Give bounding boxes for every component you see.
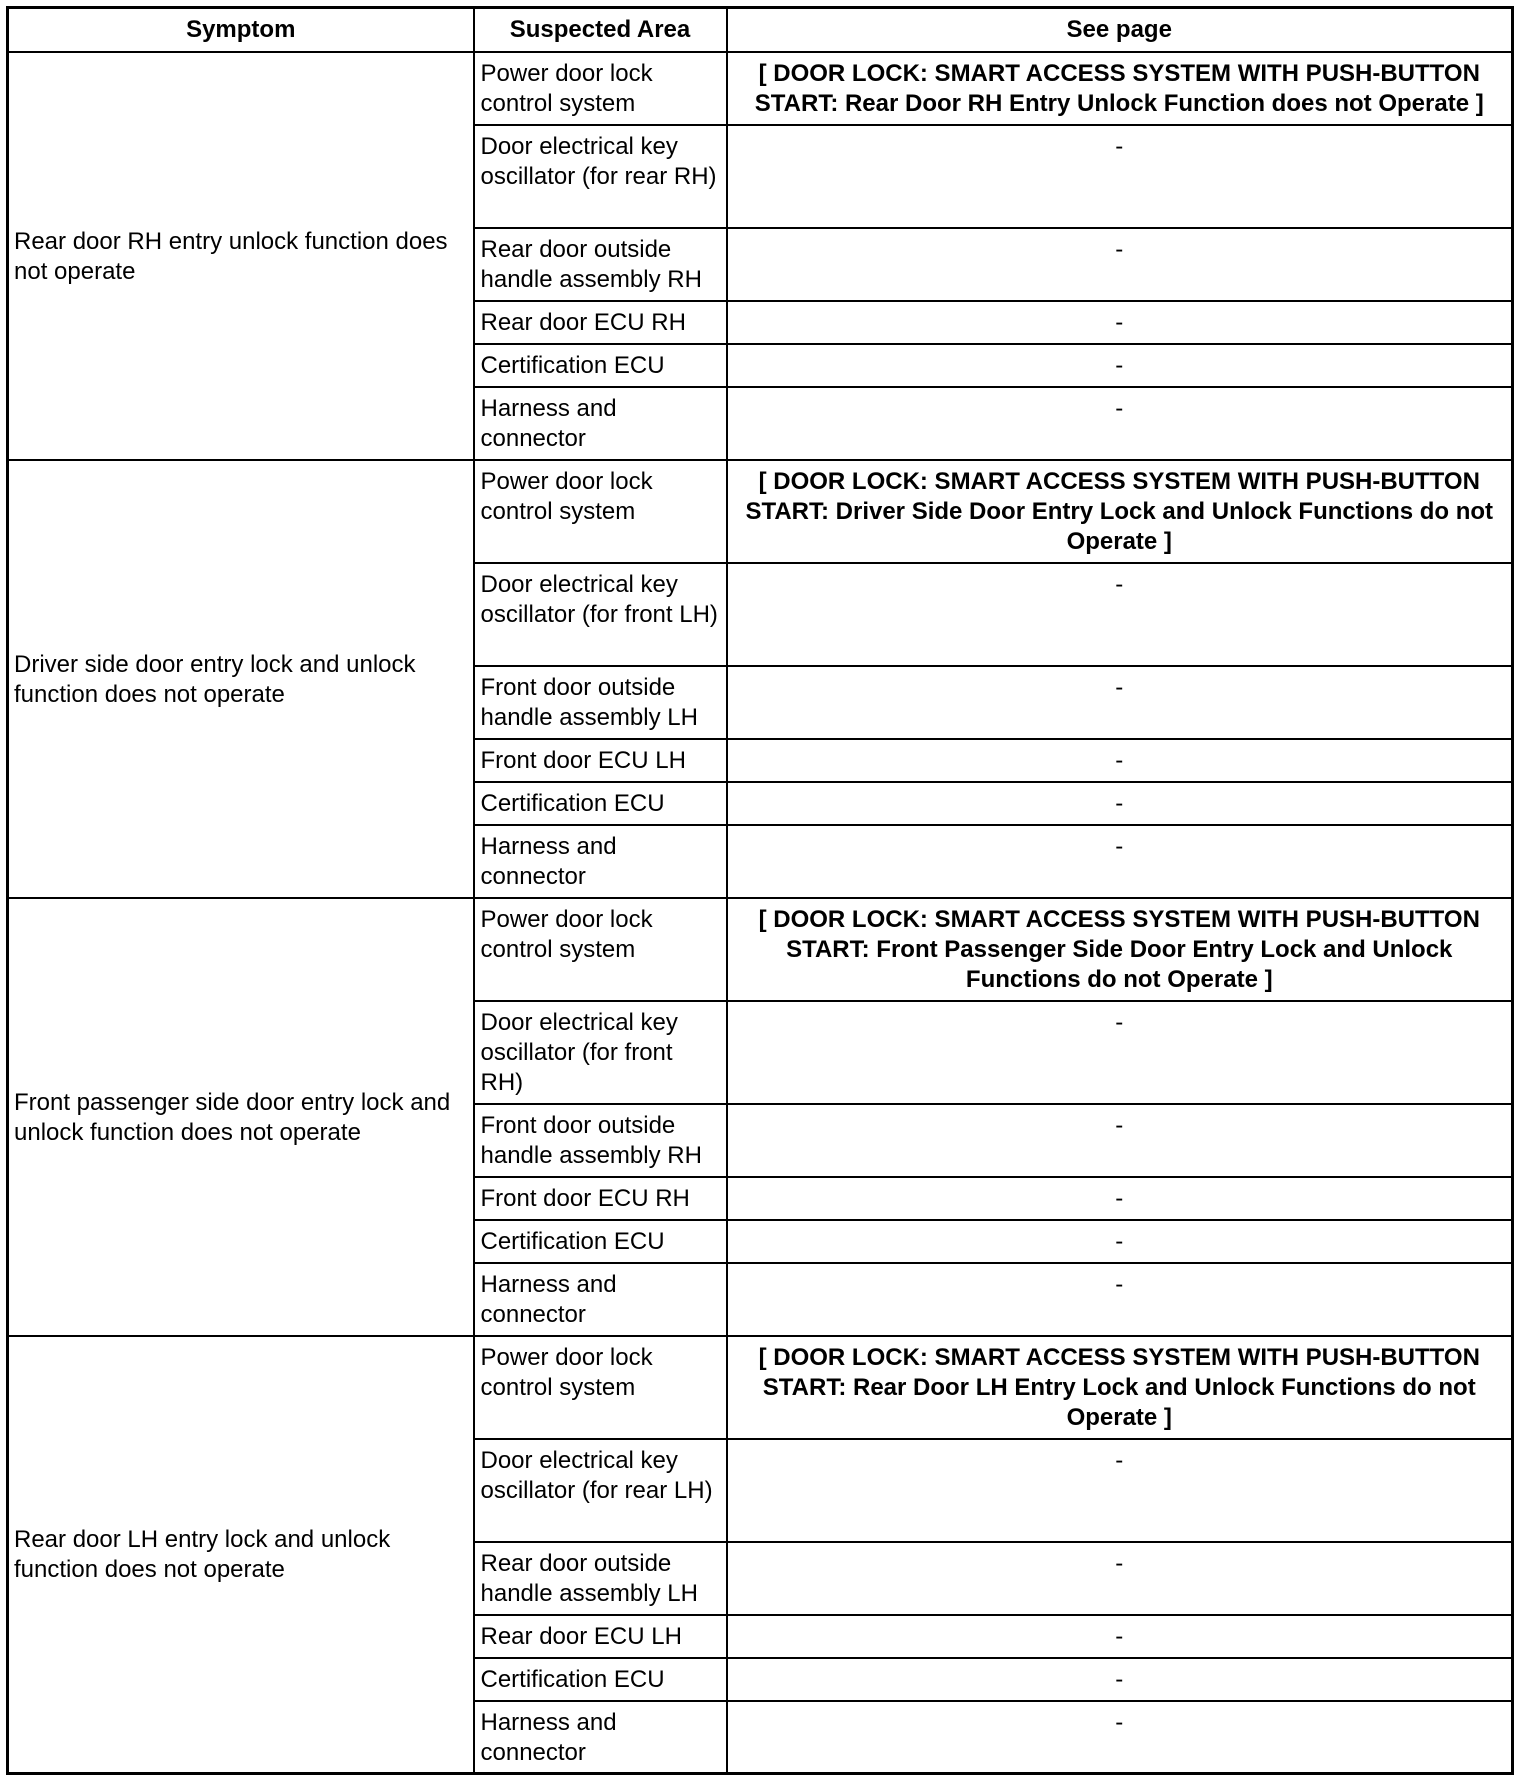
see-page-cell: -	[727, 344, 1513, 387]
suspected-area-cell: Rear door outside handle assembly LH	[474, 1542, 727, 1615]
symptom-cell: Front passenger side door entry lock and unlock function does not operate	[8, 898, 474, 1336]
header-symptom: Symptom	[8, 8, 474, 52]
see-page-cell: -	[727, 1177, 1513, 1220]
suspected-area-cell: Harness and connector	[474, 825, 727, 898]
see-page-cell: -	[727, 563, 1513, 666]
see-page-cell: -	[727, 228, 1513, 301]
symptom-cell: Rear door RH entry unlock function does not operate	[8, 52, 474, 460]
see-page-cell: -	[727, 782, 1513, 825]
see-page-cell: -	[727, 739, 1513, 782]
suspected-area-cell: Rear door ECU RH	[474, 301, 727, 344]
symptom-cell: Driver side door entry lock and unlock function does not operate	[8, 460, 474, 898]
suspected-area-cell: Harness and connector	[474, 387, 727, 460]
symptom-group	[8, 1336, 1513, 1774]
see-page-link[interactable]: [ DOOR LOCK: SMART ACCESS SYSTEM WITH PUSH-BUTTON START: Rear Door RH Entry Unlock Function does not Operate ]	[727, 52, 1513, 125]
see-page-cell: -	[727, 125, 1513, 228]
suspected-area-cell: Front door ECU LH	[474, 739, 727, 782]
suspected-area-cell: Harness and connector	[474, 1263, 727, 1336]
symptom-group	[8, 460, 1513, 898]
suspected-area-cell: Door electrical key oscillator (for rear LH)	[474, 1439, 727, 1542]
problem-symptoms-table	[6, 6, 1514, 1775]
table-row	[8, 898, 1513, 1001]
header-row	[8, 8, 1513, 52]
see-page-link[interactable]: [ DOOR LOCK: SMART ACCESS SYSTEM WITH PUSH-BUTTON START: Driver Side Door Entry Lock and Unlock Functions do not Operate ]	[727, 460, 1513, 563]
suspected-area-cell: Door electrical key oscillator (for front LH)	[474, 563, 727, 666]
see-page-cell: -	[727, 1658, 1513, 1701]
see-page-cell: -	[727, 387, 1513, 460]
symptom-cell: Rear door LH entry lock and unlock function does not operate	[8, 1336, 474, 1774]
suspected-area-cell: Certification ECU	[474, 782, 727, 825]
suspected-area-cell: Power door lock control system	[474, 460, 727, 563]
suspected-area-cell: Certification ECU	[474, 344, 727, 387]
suspected-area-cell: Harness and connector	[474, 1701, 727, 1774]
suspected-area-cell: Certification ECU	[474, 1220, 727, 1263]
suspected-area-cell: Front door outside handle assembly LH	[474, 666, 727, 739]
suspected-area-cell: Power door lock control system	[474, 52, 727, 125]
see-page-cell: -	[727, 301, 1513, 344]
suspected-area-cell: Front door ECU RH	[474, 1177, 727, 1220]
see-page-cell: -	[727, 1220, 1513, 1263]
table-row	[8, 1336, 1513, 1439]
suspected-area-cell: Certification ECU	[474, 1658, 727, 1701]
table-row	[8, 52, 1513, 125]
see-page-cell: -	[727, 1542, 1513, 1615]
see-page-cell: -	[727, 1615, 1513, 1658]
suspected-area-cell: Door electrical key oscillator (for rear RH)	[474, 125, 727, 228]
symptom-group	[8, 52, 1513, 460]
suspected-area-cell: Power door lock control system	[474, 898, 727, 1001]
see-page-cell: -	[727, 1439, 1513, 1542]
suspected-area-cell: Door electrical key oscillator (for front RH)	[474, 1001, 727, 1104]
header-suspected-area: Suspected Area	[474, 8, 727, 52]
header-see-page: See page	[727, 8, 1513, 52]
table-row	[8, 460, 1513, 563]
see-page-cell: -	[727, 666, 1513, 739]
see-page-cell: -	[727, 825, 1513, 898]
see-page-link[interactable]: [ DOOR LOCK: SMART ACCESS SYSTEM WITH PUSH-BUTTON START: Front Passenger Side Door Entry Lock and Unlock Functions do not Operate ]	[727, 898, 1513, 1001]
see-page-cell: -	[727, 1263, 1513, 1336]
see-page-link[interactable]: [ DOOR LOCK: SMART ACCESS SYSTEM WITH PUSH-BUTTON START: Rear Door LH Entry Lock and Unlock Functions do not Operate ]	[727, 1336, 1513, 1439]
suspected-area-cell: Rear door outside handle assembly RH	[474, 228, 727, 301]
symptom-group	[8, 898, 1513, 1336]
see-page-cell: -	[727, 1701, 1513, 1774]
suspected-area-cell: Rear door ECU LH	[474, 1615, 727, 1658]
suspected-area-cell: Power door lock control system	[474, 1336, 727, 1439]
see-page-cell: -	[727, 1104, 1513, 1177]
suspected-area-cell: Front door outside handle assembly RH	[474, 1104, 727, 1177]
see-page-cell: -	[727, 1001, 1513, 1104]
